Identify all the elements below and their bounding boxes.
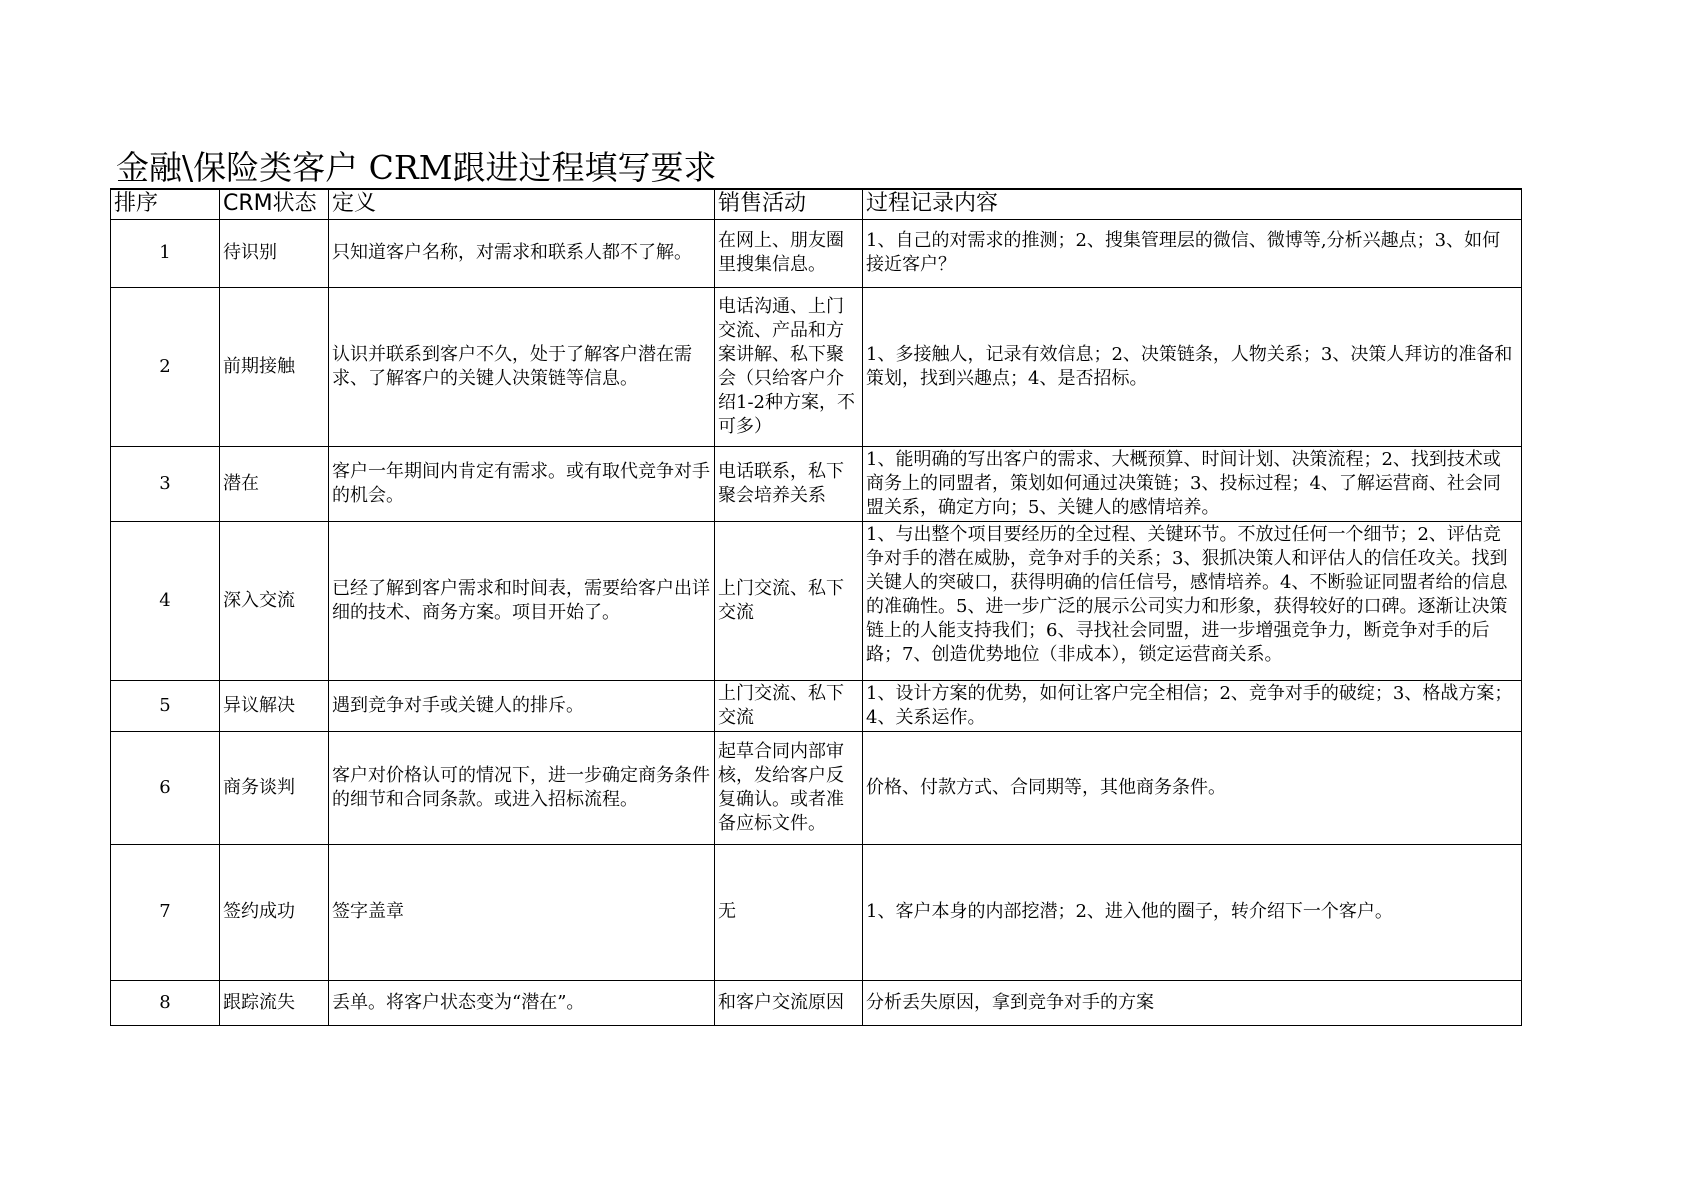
row-activity: 电话联系，私下聚会培养关系 [715, 446, 863, 521]
header-order: 排序 [111, 189, 220, 219]
row-definition: 已经了解到客户需求和时间表，需要给客户出详细的技术、商务方案。项目开始了。 [329, 521, 715, 680]
row-order: 7 [111, 844, 220, 980]
table-row [111, 446, 1522, 521]
header-record: 过程记录内容 [863, 189, 1522, 219]
row-order: 5 [111, 680, 220, 731]
row-definition: 遇到竞争对手或关键人的排斥。 [329, 680, 715, 731]
row-status: 待识别 [220, 219, 329, 287]
row-record: 分析丢失原因，拿到竞争对手的方案 [863, 980, 1522, 1025]
row-activity: 无 [715, 844, 863, 980]
row-activity: 电话沟通、上门交流、产品和方案讲解、私下聚会（只给客户介绍1-2种方案，不可多） [715, 287, 863, 446]
table-row [111, 680, 1522, 731]
page-title: 金融\保险类客户 CRM跟进过程填写要求 [116, 148, 717, 187]
row-order: 4 [111, 521, 220, 680]
row-definition: 认识并联系到客户不久，处于了解客户潜在需求、了解客户的关键人决策链等信息。 [329, 287, 715, 446]
row-definition: 客户对价格认可的情况下，进一步确定商务条件的细节和合同条款。或进入招标流程。 [329, 731, 715, 844]
header-row [111, 189, 1522, 219]
row-record: 1、多接触人，记录有效信息；2、决策链条，人物关系；3、决策人拜访的准备和策划，找到兴趣点；4、是否招标。 [863, 287, 1522, 446]
row-record: 1、自己的对需求的推测；2、搜集管理层的微信、微博等,分析兴趣点；3、如何接近客户？ [863, 219, 1522, 287]
table-row [111, 521, 1522, 680]
header-status: CRM状态 [220, 189, 329, 219]
row-order: 3 [111, 446, 220, 521]
row-order: 1 [111, 219, 220, 287]
row-status: 潜在 [220, 446, 329, 521]
row-activity: 起草合同内部审核，发给客户反复确认。或者准备应标文件。 [715, 731, 863, 844]
row-activity: 上门交流、私下交流 [715, 680, 863, 731]
row-activity: 上门交流、私下交流 [715, 521, 863, 680]
row-order: 2 [111, 287, 220, 446]
row-status: 跟踪流失 [220, 980, 329, 1025]
row-definition: 客户一年期间内肯定有需求。或有取代竞争对手的机会。 [329, 446, 715, 521]
table-row [111, 980, 1522, 1025]
row-status: 异议解决 [220, 680, 329, 731]
row-status: 深入交流 [220, 521, 329, 680]
crm-table [110, 188, 1522, 1026]
row-order: 8 [111, 980, 220, 1025]
row-record: 1、客户本身的内部挖潜；2、进入他的圈子，转介绍下一个客户。 [863, 844, 1522, 980]
table-row [111, 287, 1522, 446]
row-status: 前期接触 [220, 287, 329, 446]
table-row [111, 844, 1522, 980]
table-row [111, 731, 1522, 844]
table-row [111, 219, 1522, 287]
row-definition: 只知道客户名称，对需求和联系人都不了解。 [329, 219, 715, 287]
row-definition: 丢单。将客户状态变为“潜在”。 [329, 980, 715, 1025]
row-activity: 和客户交流原因 [715, 980, 863, 1025]
row-order: 6 [111, 731, 220, 844]
header-definition: 定义 [329, 189, 715, 219]
row-record: 1、与出整个项目要经历的全过程、关键环节。不放过任何一个细节；2、评估竞争对手的潜在威胁，竞争对手的关系；3、狠抓决策人和评估人的信任攻关。找到关键人的突破口，获得明确的信任信号，感情培养。4、不断验证同盟者给的信息的准确性。5、进一步广泛的展示公司实力和形象，获得较好的口碑。逐渐让决策链上的人能支持我们；6、寻找社会同盟，进一步增强竞争力，断竞争对手的后路；7、创造优势地位（非成本），锁定运营商关系。 [863, 521, 1522, 680]
row-record: 1、设计方案的优势，如何让客户完全相信；2、竞争对手的破绽；3、格战方案；4、关系运作。 [863, 680, 1522, 731]
row-definition: 签字盖章 [329, 844, 715, 980]
row-activity: 在网上、朋友圈里搜集信息。 [715, 219, 863, 287]
row-status: 商务谈判 [220, 731, 329, 844]
row-record: 价格、付款方式、合同期等，其他商务条件。 [863, 731, 1522, 844]
row-status: 签约成功 [220, 844, 329, 980]
row-record: 1、能明确的写出客户的需求、大概预算、时间计划、决策流程；2、找到技术或商务上的同盟者，策划如何通过决策链；3、投标过程；4、了解运营商、社会同盟关系，确定方向；5、关键人的感情培养。 [863, 446, 1522, 521]
header-activity: 销售活动 [715, 189, 863, 219]
